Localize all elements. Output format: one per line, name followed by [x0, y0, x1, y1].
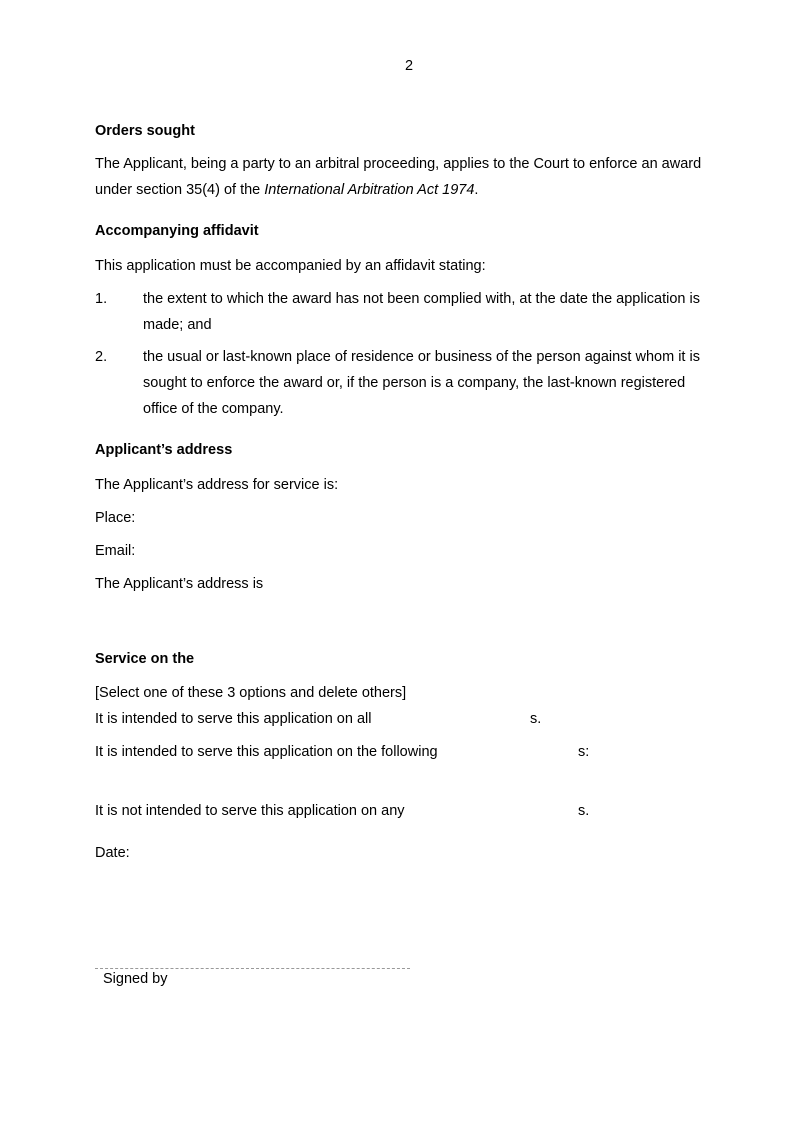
orders-heading: Orders sought: [95, 123, 195, 139]
email-label: Email:: [95, 543, 136, 559]
service-option-3: It is not intended to serve this application on any: [95, 803, 405, 819]
list-item-line: sought to enforce the award or, if the person is a company, the last-known registered: [143, 375, 686, 391]
service-option-3-suffix: s.: [578, 803, 590, 819]
applicant-address-line: The Applicant’s address is: [95, 576, 264, 592]
orders-line-2-prefix: under section 35(4) of the: [95, 182, 265, 198]
orders-line-1: The Applicant, being a party to an arbitral proceeding, applies to the Court to enforce an award: [95, 156, 702, 172]
date-label: Date:: [95, 845, 130, 861]
list-item-number: 2.: [95, 349, 108, 365]
signed-by-label: Signed by: [103, 971, 168, 987]
list-item-line: the extent to which the award has not been complied with, at the date the application is: [143, 291, 700, 307]
list-item-line: office of the company.: [143, 401, 284, 417]
service-heading: Service on the: [95, 651, 195, 667]
address-heading: Applicant’s address: [95, 442, 233, 458]
service-option-1: It is intended to serve this application on all: [95, 711, 372, 727]
affidavit-heading: Accompanying affidavit: [95, 223, 259, 239]
service-option-2-suffix: s:: [578, 744, 590, 760]
service-option-2: It is intended to serve this application on the following: [95, 744, 438, 760]
list-item-number: 1.: [95, 291, 108, 307]
page-number: 2: [404, 58, 414, 74]
list-item-line: the usual or last-known place of residence or business of the person against whom it is: [143, 349, 700, 365]
place-label: Place:: [95, 510, 136, 526]
service-instruction: [Select one of these 3 options and delete others]: [95, 685, 407, 701]
affidavit-intro: This application must be accompanied by an affidavit stating:: [95, 258, 486, 274]
signature-line: [95, 968, 410, 969]
service-option-1-suffix: s.: [530, 711, 542, 727]
list-item-line: made; and: [143, 317, 212, 333]
act-name: International Arbitration Act 1974: [264, 182, 475, 198]
orders-line-2-suffix: .: [474, 182, 479, 198]
orders-line-2: [95, 182, 478, 198]
address-service-line: The Applicant’s address for service is:: [95, 477, 339, 493]
